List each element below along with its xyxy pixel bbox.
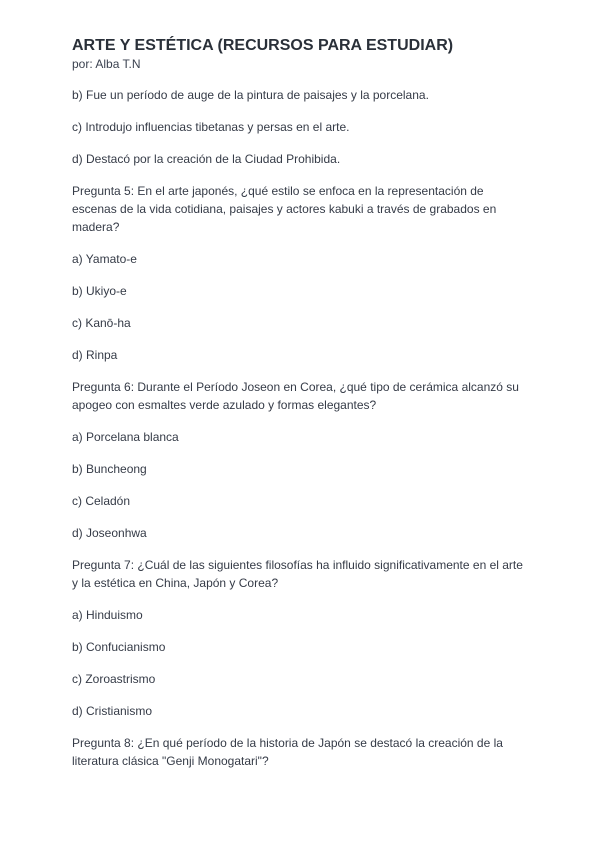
question-text: Pregunta 6: Durante el Período Joseon en Corea, ¿qué tipo de cerámica alcanzó su apogeo con esmaltes verde azulado y formas elegantes?	[72, 380, 519, 412]
question-text: Pregunta 5: En el arte japonés, ¿qué estilo se enfoca en la representación de escenas de la vida cotidiana, paisajes y actores kabuki a través de grabados en madera?	[72, 184, 497, 234]
question-text: Pregunta 7: ¿Cuál de las siguientes filosofías ha influido significativamente en el arte y la estética en China, Japón y Corea?	[72, 558, 523, 590]
answer-option: b) Fue un período de auge de la pintura de paisajes y la porcelana.	[72, 88, 429, 102]
question-text: Pregunta 8: ¿En qué período de la historia de Japón se destacó la creación de la literatura clásica "Genji Monogatari"?	[72, 736, 503, 768]
document-author: por: Alba T.N	[72, 57, 141, 71]
answer-option: d) Rinpa	[72, 348, 118, 362]
answer-option: b) Ukiyo-e	[72, 284, 127, 298]
answer-option: a) Yamato-e	[72, 252, 137, 266]
answer-option: b) Buncheong	[72, 462, 147, 476]
answer-option: d) Destacó por la creación de la Ciudad Prohibida.	[72, 152, 341, 166]
document-title: ARTE Y ESTÉTICA (RECURSOS PARA ESTUDIAR)	[72, 37, 454, 54]
answer-option: c) Introdujo influencias tibetanas y persas en el arte.	[72, 120, 350, 134]
answer-option: c) Celadón	[72, 494, 131, 508]
answer-option: a) Porcelana blanca	[72, 430, 179, 444]
answer-option: d) Cristianismo	[72, 704, 153, 718]
answer-option: a) Hinduismo	[72, 608, 143, 622]
answer-option: d) Joseonhwa	[72, 526, 147, 540]
answer-option: b) Confucianismo	[72, 640, 166, 654]
answer-option: c) Zoroastrismo	[72, 672, 156, 686]
answer-option: c) Kanō-ha	[72, 316, 131, 330]
